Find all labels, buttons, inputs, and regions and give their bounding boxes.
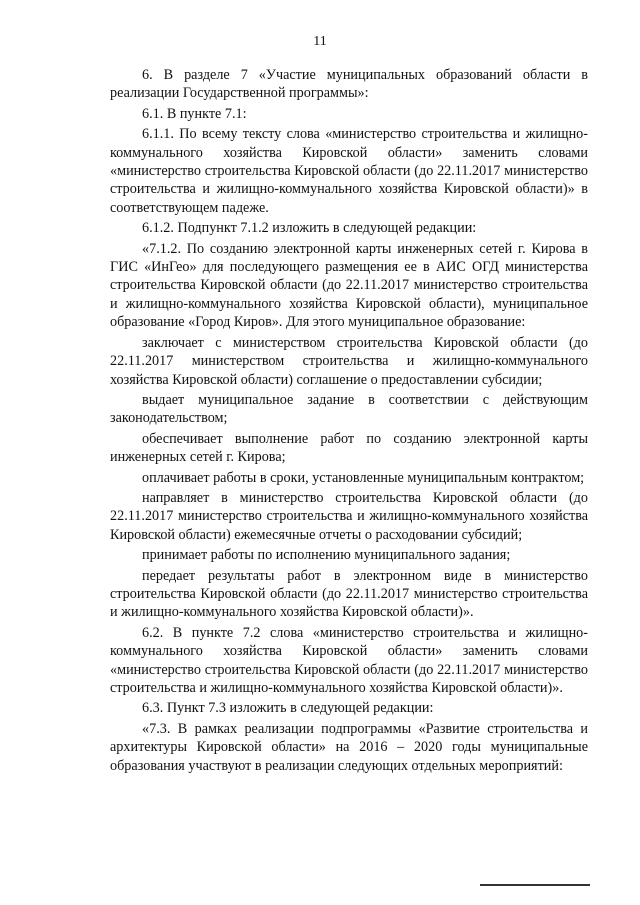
paragraph-6-1-1: 6.1.1. По всему тексту слова «министерство строительства и жилищно-коммунального хозяйства Кировской области» заменить словами «министерство строительства Кировской области (до 22.11.2017 министерство строительства и жилищно-коммунального хозяйства Кировской области)» в соответствующем падеже. bbox=[110, 126, 588, 216]
paragraph-6-3: 6.3. Пункт 7.3 изложить в следующей редакции: bbox=[142, 700, 434, 717]
paragraph-6-2: 6.2. В пункте 7.2 слова «министерство строительства и жилищно-коммунального хозяйства Кировской области» заменить словами «министерство строительства Кировской области (до 22.11.2017 министерство строительства и жилищно-коммунального хозяйства Кировской области)». bbox=[110, 624, 588, 696]
paragraph-ensures-work: обеспечивает выполнение работ по созданию электронной карты инженерных сетей г. Кирова; bbox=[110, 430, 588, 466]
paragraph-6-1: 6.1. В пункте 7.1: bbox=[142, 105, 247, 122]
footer-divider bbox=[480, 884, 590, 886]
paragraph-7-1-2: «7.1.2. По созданию электронной карты инженерных сетей г. Кирова в ГИС «ИнГео» для последующего размещения ее в АИС ОГД министерства строительства Кировской области (до 22.11.2017 министерство строительства и жилищно-коммунального хозяйства Кировской области), муниципальное образование «Город Киров». Для этого муниципальное образование: bbox=[110, 240, 588, 331]
paragraph-sends-reports: направляет в министерство строительства Кировской области (до 22.11.2017 министерство строительства и жилищно-коммунального хозяйства Кировской области) ежемесячные отчеты о расходовании субсидий; bbox=[110, 489, 588, 543]
paragraph-accepts-work: принимает работы по исполнению муниципального задания; bbox=[142, 547, 511, 564]
paragraph-issues-task: выдает муниципальное задание в соответствии с действующим законодательством; bbox=[110, 391, 588, 427]
paragraph-concludes-agreement: заключает с министерством строительства Кировской области (до 22.11.2017 министерством строительства и жилищно-коммунального хозяйства Кировской области) соглашение о предоставлении субсидии; bbox=[110, 334, 588, 388]
paragraph-transfers-results: передает результаты работ в электронном виде в министерство строительства Кировской области (до 22.11.2017 министерство строительства и жилищно-коммунального хозяйства Кировской области)». bbox=[110, 567, 588, 621]
paragraph-section-6: 6. В разделе 7 «Участие муниципальных образований области в реализации Государственной программы»: bbox=[110, 67, 588, 102]
paragraph-7-3: «7.3. В рамках реализации подпрограммы «Развитие строительства и архитектуры Кировской области» на 2016 – 2020 годы муниципальные образования участвуют в реализации следующих отдельных мероприятий: bbox=[110, 720, 588, 774]
page-number: 11 bbox=[313, 34, 327, 49]
paragraph-6-1-2: 6.1.2. Подпункт 7.1.2 изложить в следующей редакции: bbox=[142, 220, 477, 237]
paragraph-pays-work: оплачивает работы в сроки, установленные муниципальным контрактом; bbox=[142, 469, 585, 486]
document-body bbox=[110, 66, 588, 777]
